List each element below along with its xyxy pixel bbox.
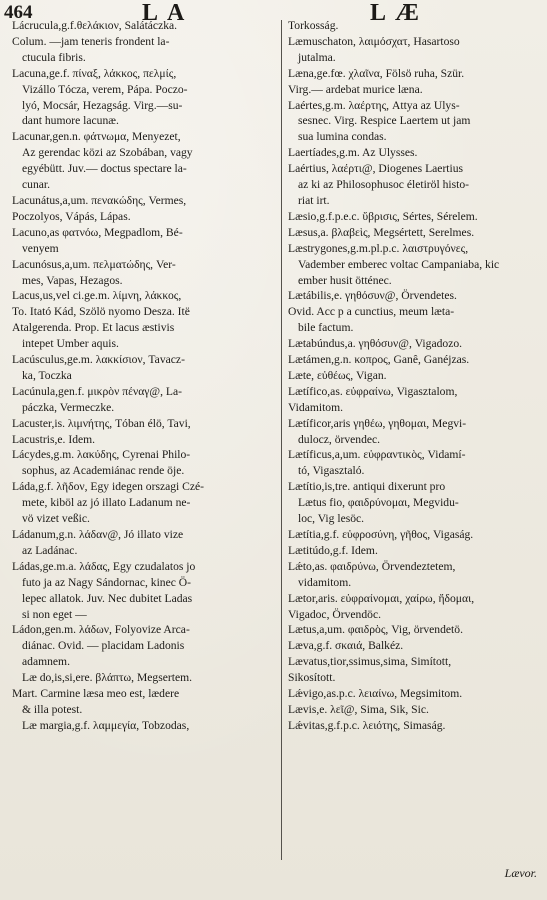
entry-line: Lacunósus,a,um. πελματώδης, Ver- [12, 257, 176, 271]
entry-line: Lacuster,is. λιμνήτης, Tóban élö, Tavi, [12, 416, 191, 430]
entry-line: Laértius, λαέρτι@, Diogenes Laertius [288, 162, 464, 176]
catchword: Lævor. [504, 866, 537, 880]
entry-line: Atalgerenda. Prop. Et lacus æstivis [12, 321, 175, 335]
entry-line: Mart. Carmine læsa meo est, lædere [12, 687, 180, 701]
right-column [288, 18, 540, 734]
entry-line: Laertíades,g.m. Az Ulysses. [288, 146, 418, 160]
entry-line: Lætor,aris. εὐφραίνομαι, χαίρω, ἥδομαι, [288, 591, 475, 605]
entry-line: Lætus,a,um. φαιδρὸς, Vig, örvendetö. [288, 623, 463, 637]
entry-line: Poczolyos, Vápás, Lápas. [12, 209, 131, 223]
running-header-left: LA [142, 0, 194, 26]
entry-line: intepet Umber aquis. [22, 337, 119, 351]
entry-line: Læva,g.f. σκαιά, Balkéz. [288, 639, 404, 653]
entry-line: & illa potest. [22, 702, 83, 716]
entry-line: futo ja az Nagy Sándornac, kinec Ö- [22, 575, 192, 589]
entry-line: mete, kiböl az jó illato Ladanum ne- [22, 496, 191, 510]
entry-line: Læ margia,g.f. λαμμεγία, Tobzodas, [22, 718, 190, 732]
entry-line: Lácydes,g.m. λακύδης, Cyrenai Philo- [12, 448, 191, 462]
entry-line: Lætitúdo,g.f. Idem. [288, 543, 378, 557]
entry-line: Læte, εὐθέως, Vigan. [288, 368, 387, 382]
entry-line: sua lumina condas. [298, 130, 387, 144]
entry-line: si non eget — [22, 607, 87, 621]
entry-line: Lǽto,as. φαιδρύνω, Örvendeztetem, [288, 559, 456, 573]
entry-line: Lacunar,gen.n. φάτνωμα, Menyezet, [12, 130, 181, 144]
entry-line: páczka, Vermeczke. [22, 400, 115, 414]
entry-line: Colum. —jam teneris frondent la- [12, 34, 170, 48]
entry-line: Láda,g.f. λῆδον, Egy idegen orszagi Czé- [12, 480, 205, 494]
entry-line: sesnec. Virg. Respice Laertem ut jam [298, 114, 471, 128]
entry-line: jutalma. [298, 50, 336, 64]
entry-line: Lacúnula,gen.f. μικρὸν πέναγ@, La- [12, 384, 182, 398]
entry-line: ember husit ötténec. [298, 273, 392, 287]
entry-line: az Ladánac. [22, 543, 78, 557]
entry-line: vidamitom. [298, 575, 352, 589]
entry-line: Lacúsculus,ge.m. λακκίσιον, Tavacz- [12, 353, 185, 367]
running-header-right: LÆ [370, 0, 429, 26]
entry-line: loc, Vig lesöc. [298, 512, 365, 526]
entry-line: lyó, Mocsár, Hezagság. Virg.—su- [22, 98, 183, 112]
entry-line: Vigadoc, Örvendöc. [288, 607, 381, 621]
entry-line: Læsus,a. βλαβεὶς, Megsértett, Serelmes. [288, 225, 475, 239]
entry-line: ka, Toczka [22, 368, 72, 382]
entry-line: To. Itató Kád, Szölö nyomo Desza. Itë [12, 305, 190, 319]
entry-line: Lacustris,e. Idem. [12, 432, 96, 446]
page-number: 464 [4, 2, 33, 23]
entry-line: Læstrygones,g.m.pl.p.c. λαιστρυγόνες, [288, 241, 469, 255]
entry-line: Lætítia,g.f. εὐφροσύνη, γῆθος, Vigaság. [288, 528, 474, 541]
entry-line: Lævatus,tior,ssimus,sima, Simított, [288, 655, 452, 669]
entry-line: Lætíficus,a,um. εὐφραντικὸς, Vidamí- [288, 448, 466, 462]
entry-line: Lævis,e. λεῖ@, Sima, Sik, Sic. [288, 702, 429, 716]
entry-line: Vizállo Tócza, verem, Pápa. Poczo- [22, 82, 188, 96]
entry-line: Lǽvigo,as.p.c. λειαίνω, Megsimitom. [288, 687, 463, 701]
entry-line: Ládon,gen.m. λάδων, Folyovize Arca- [12, 623, 190, 637]
entry-line: Lætíficor,aris γηθέω, γηθομαι, Megvi- [288, 416, 467, 430]
entry-line: Læmuschaton, λαιμόσχατ, Hasartoso [288, 34, 460, 48]
entry-line: sophus, az Academiánac rende öje. [22, 464, 185, 478]
entry-line: Laértes,g.m. λαέρτης, Attya az Ulys- [288, 98, 460, 112]
entry-line: lepec allatok. Juv. Nec dubitet Ladas [22, 591, 193, 605]
left-column [12, 18, 274, 734]
entry-line: Torkosság. [288, 19, 339, 32]
entry-line: dant humore lacunæ. [22, 114, 119, 128]
entry-line: Ládanum,g.n. λάδαν@, Jó illato vize [12, 528, 184, 541]
entry-line: Lætábilis,e. γηθόσυν@, Örvendetes. [288, 289, 457, 303]
entry-line: Læ do,is,si,ere. βλάπτω, Megsertem. [22, 671, 193, 685]
entry-line: Lætus fio, φαιδρύνομαι, Megvidu- [298, 496, 459, 510]
entry-line: Vadember emberec voltac Campaniaba, kic [298, 257, 500, 271]
entry-line: Az gerendac közi az Szobában, vagy [22, 146, 193, 160]
entry-line: dulocz, örvendec. [298, 432, 381, 446]
entry-line: riat irt. [298, 193, 330, 207]
entry-line: Lacuna,ge.f. πίναξ, λάκκος, πελμίς, [12, 66, 177, 80]
entry-line: Ládas,ge.m.a. λάδας, Egy czudalatos jo [12, 559, 196, 573]
entry-line: diánac. Ovid. — placidam Ladonis [22, 639, 185, 653]
entry-line: tó, Vigasztaló. [298, 464, 365, 478]
column-divider [281, 20, 282, 860]
entry-line: venyem [22, 241, 59, 255]
entry-line: Lætámen,g.n. κοπρος, Ganê, Ganéjzas. [288, 353, 470, 367]
entry-line: mes, Vapas, Hezagos. [22, 273, 123, 287]
entry-line: Lacuno,as φατνόω, Megpadlom, Bé- [12, 225, 183, 239]
entry-line: Lætítio,is,tre. antiqui dixerunt pro [288, 480, 446, 494]
entry-line: Læsio,g.f.p.e.c. ὕβρισις, Sértes, Sérelem. [288, 209, 478, 223]
entry-line: Sikosított. [288, 671, 336, 685]
entry-line: Ovid. Acc p a cunctius, meum læta- [288, 305, 455, 319]
entry-line: Vidamitom. [288, 400, 344, 414]
entry-line: Lácrucula,g.f.θελάκιον, Salátáczka. [12, 19, 178, 32]
entry-line: cunar. [22, 178, 51, 192]
entry-line: Lætífico,as. εὐφραίνω, Vigasztalom, [288, 384, 458, 398]
entry-line: adamnem. [22, 655, 70, 669]
entry-line: Lacus,us,vel ci.ge.m. λίμνη, λάκκος, [12, 289, 182, 303]
entry-line: Lætabúndus,a. γηθόσυν@, Vigadozo. [288, 337, 463, 351]
entry-line: Lǽvitas,g.f.p.c. λειότης, Simaság. [288, 718, 446, 732]
entry-line: ctucula fibris. [22, 50, 86, 64]
entry-line: vö vizet veßic. [22, 512, 90, 526]
entry-line: egyébütt. Juv.— doctus spectare la- [22, 162, 187, 176]
entry-line: Virg.— ardebat murice læna. [288, 82, 423, 96]
entry-line: bile factum. [298, 321, 354, 335]
entry-line: Læna,ge.fœ. χλαῖνα, Fölsö ruha, Szür. [288, 66, 465, 80]
entry-line: Lacunátus,a,um. πενακώδης, Vermes, [12, 193, 187, 207]
entry-line: az ki az Philosophusoc életiröl histo- [298, 178, 469, 192]
